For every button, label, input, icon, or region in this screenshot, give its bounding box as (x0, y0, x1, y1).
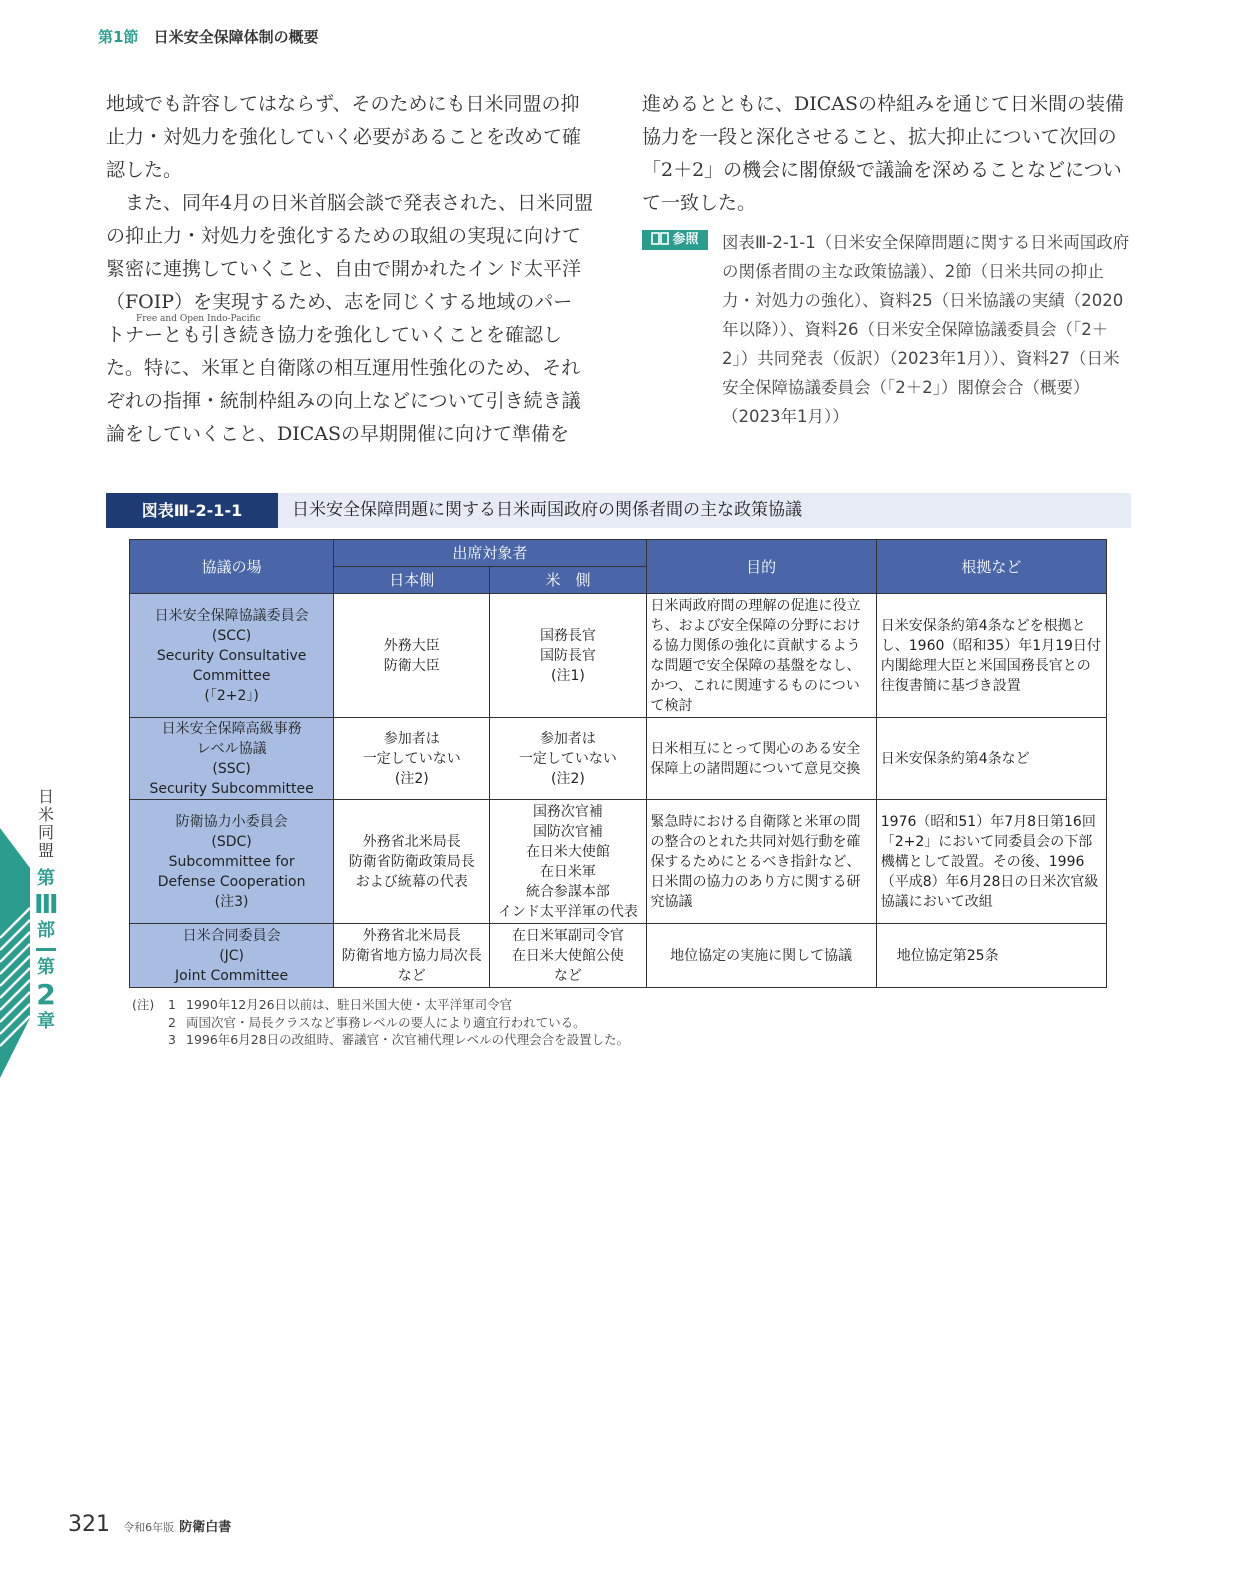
left-paragraph-2a: また、同年4月の日米首脳会談で発表された、日米同盟の抑止力・対処力を強化するための取組の実現に向けて緊密に連携していくこと、自由で開かれたインド太平洋（FOIP）を実現するため、志を同じくする地域のパー (106, 192, 594, 313)
policy-table (129, 539, 1107, 988)
part-suffix: 部 (37, 920, 55, 941)
forum-line: (JC) (219, 947, 245, 964)
left-paragraph-1: 地域でも許容してはならず、そのためにも日米同盟の抑止力・対処力を強化していく必要があることを改めて確認した。 (106, 93, 582, 181)
note-number: 1 (168, 997, 176, 1012)
us-line: (注1) (551, 667, 585, 684)
right-paragraph-1: 進めるとともに、DICASの枠組みを通じて日米間の装備協力を一段と深化させること、拡大抑止について次回の「2＋2」の機会に閣僚級で議論を深めることなどについて一致した。 (642, 93, 1125, 214)
forum-line: Security Consultative (156, 647, 307, 664)
us-line: 一定していない (518, 750, 617, 767)
us-line: 国務長官 (539, 627, 596, 644)
side-chapter-tab (0, 788, 60, 1078)
book-icon (651, 232, 669, 245)
forum-line: Security Subcommittee (149, 780, 314, 797)
purpose-cell: 日米相互にとって関心のある安全保障上の諸問題について意見交換 (646, 718, 876, 800)
japan-line: 外務大臣 (383, 637, 440, 654)
side-divider (36, 948, 56, 951)
us-cell (490, 718, 646, 800)
table-notes (132, 996, 629, 1049)
note-text: 両国次官・局長クラスなど事務レベルの要人により適宜行われている。 (186, 1014, 586, 1030)
forum-line: Committee (192, 667, 271, 684)
table-row (130, 924, 1107, 988)
forum-line: (SSC) (212, 760, 251, 777)
us-line: 在日米大使館公使 (511, 947, 624, 964)
japan-cell (334, 924, 490, 988)
header-forum: 協議の場 (130, 540, 334, 594)
japan-cell (334, 594, 490, 718)
japan-line: 外務省北米局長 (362, 833, 461, 850)
forum-line: (SDC) (211, 833, 252, 850)
header-japan: 日本側 (334, 567, 490, 594)
us-cell (490, 800, 646, 924)
forum-line: レベル協議 (196, 740, 267, 757)
reference-badge-label: 参照 (672, 232, 699, 247)
us-line: 在日米大使館 (525, 843, 610, 860)
us-line: 国防長官 (539, 647, 596, 664)
forum-line: 日米安全保障高級事務 (161, 720, 302, 737)
note-number: 3 (168, 1032, 176, 1047)
figure-title-bar (106, 493, 1131, 528)
basis-cell: 1976（昭和51）年7月8日第16回「2+2」において同委員会の下部機構として設置。その後、1996（平成8）年6月28日の日米次官級協議において改組 (876, 800, 1106, 924)
foip-ruby: Free and Open Indo-Pacific (136, 314, 261, 324)
note-prefix: (注) (132, 997, 155, 1012)
japan-line: 外務省北米局長 (362, 927, 461, 944)
table-row (130, 800, 1107, 924)
forum-cell (130, 924, 334, 988)
purpose-cell: 地位協定の実施に関して協議 (646, 924, 876, 988)
forum-cell (130, 800, 334, 924)
figure-title: 日米安全保障問題に関する日米両国政府の関係者間の主な政策協議 (292, 500, 802, 520)
forum-line: (SCC) (211, 627, 252, 644)
note-text: 1996年6月28日の改組時、審議官・次官補代理レベルの代理会合を設置した。 (186, 1032, 630, 1047)
part-prefix: 第 (37, 868, 55, 889)
us-line: インド太平洋軍の代表 (497, 903, 638, 920)
note-item (132, 1014, 629, 1032)
us-line: 統合参謀本部 (525, 883, 610, 900)
header-us: 米 側 (490, 567, 646, 594)
reference-badge (642, 230, 708, 250)
japan-cell (334, 718, 490, 800)
japan-line: 参加者は (383, 730, 440, 747)
figure-label: 図表Ⅲ-2-1-1 (106, 493, 278, 528)
left-column (106, 88, 596, 451)
reference-text: 図表Ⅲ-2-1-1（日米安全保障問題に関する日米両国政府の関係者間の主な政策協議）、2節（日米共同の抑止力・対処力の強化）、資料25（日米協議の実績（2020年以降））、資料26（日米安全保障協議委員会（「2＋2」）共同発表（仮訳）（2023年1月））、資料27（日米安全保障協議委員会（「2＋2」）閣僚会合（概要）（2023年1月）） (722, 233, 1130, 426)
us-cell (490, 924, 646, 988)
part-number: Ⅲ (34, 890, 59, 920)
japan-line: 防衛省地方協力局次長 (341, 947, 482, 964)
japan-cell (334, 800, 490, 924)
note-number: 2 (168, 1014, 176, 1030)
forum-line: 日米安全保障協議委員会 (154, 607, 309, 624)
basis-cell: 日米安保条約第4条など (876, 718, 1106, 800)
us-line: など (553, 967, 582, 984)
left-paragraph-2b: トナーとも引き続き協力を強化していくことを確認した。特に、米軍と自衛隊の相互運用性強化のため、それぞれの指揮・統制枠組みの向上などについて引き続き議論をしていくこと、DICASの早期開催に向けて準備を (106, 324, 581, 445)
header-basis: 根拠など (876, 540, 1106, 594)
side-stripes (0, 788, 34, 1078)
us-line: 在日米軍副司令官 (511, 927, 624, 944)
forum-line: Subcommittee for (168, 853, 295, 870)
header-participants: 出席対象者 (334, 540, 646, 567)
page-footer (68, 1512, 231, 1537)
page-number: 321 (68, 1512, 110, 1537)
us-line: 在日米軍 (539, 863, 596, 880)
forum-line: 防衛協力小委員会 (175, 813, 288, 830)
note-item (132, 996, 629, 1014)
note-text: 1990年12月26日以前は、駐日米国大使・太平洋軍司令官 (186, 997, 513, 1012)
basis-cell: 日米安保条約第4条などを根拠とし、1960（昭和35）年1月19日付内閣総理大臣と米国国務長官との往復書簡に基づき設置 (876, 594, 1106, 718)
japan-line: 防衛大臣 (383, 657, 440, 674)
forum-line: Joint Committee (175, 967, 289, 984)
right-column (642, 88, 1132, 220)
japan-line: など (397, 967, 426, 984)
note-item (132, 1031, 629, 1049)
forum-cell (130, 718, 334, 800)
us-line: 国防次官補 (532, 823, 603, 840)
us-cell (490, 594, 646, 718)
footer-book-title: 防衛白書 (179, 1520, 232, 1535)
side-subject: 日米同盟 (37, 787, 54, 860)
section-number: 第1節 (98, 28, 139, 46)
japan-line: (注2) (394, 770, 429, 787)
chapter-prefix: 第 (37, 957, 55, 978)
forum-line: (注3) (214, 893, 249, 910)
side-part-chapter (34, 868, 58, 1033)
purpose-cell: 緊急時における自衛隊と米軍の間の整合のとれた共同対処行動を確保するためにとるべき指針など、日米間の協力のあり方に関する研究協議 (646, 800, 876, 924)
us-line: (注2) (551, 770, 585, 787)
purpose-cell: 日米両政府間の理解の促進に役立ち、および安全保障の分野における協力関係の強化に貢献するような問題で安全保障の基盤をなし、かつ、これに関連するものについて検討 (646, 594, 876, 718)
forum-line: 日米合同委員会 (182, 927, 281, 944)
section-header (98, 26, 319, 47)
forum-cell (130, 594, 334, 718)
japan-line: 防衛省防衛政策局長 (348, 853, 475, 870)
us-line: 参加者は (539, 730, 596, 747)
forum-line: (「2+2」) (204, 687, 259, 704)
japan-line: および統幕の代表 (355, 873, 468, 890)
us-line: 国務次官補 (532, 803, 603, 820)
japan-line: 一定していない (362, 750, 461, 767)
basis-cell: 地位協定第25条 (876, 924, 1106, 988)
section-title: 日米安全保障体制の概要 (153, 28, 319, 46)
table-row (130, 594, 1107, 718)
header-purpose: 目的 (646, 540, 876, 594)
chapter-number: 2 (36, 978, 56, 1011)
table-row (130, 718, 1107, 800)
forum-line: Defense Cooperation (157, 873, 306, 890)
footer-year: 令和6年版 (123, 1521, 175, 1534)
chapter-suffix: 章 (37, 1011, 55, 1032)
